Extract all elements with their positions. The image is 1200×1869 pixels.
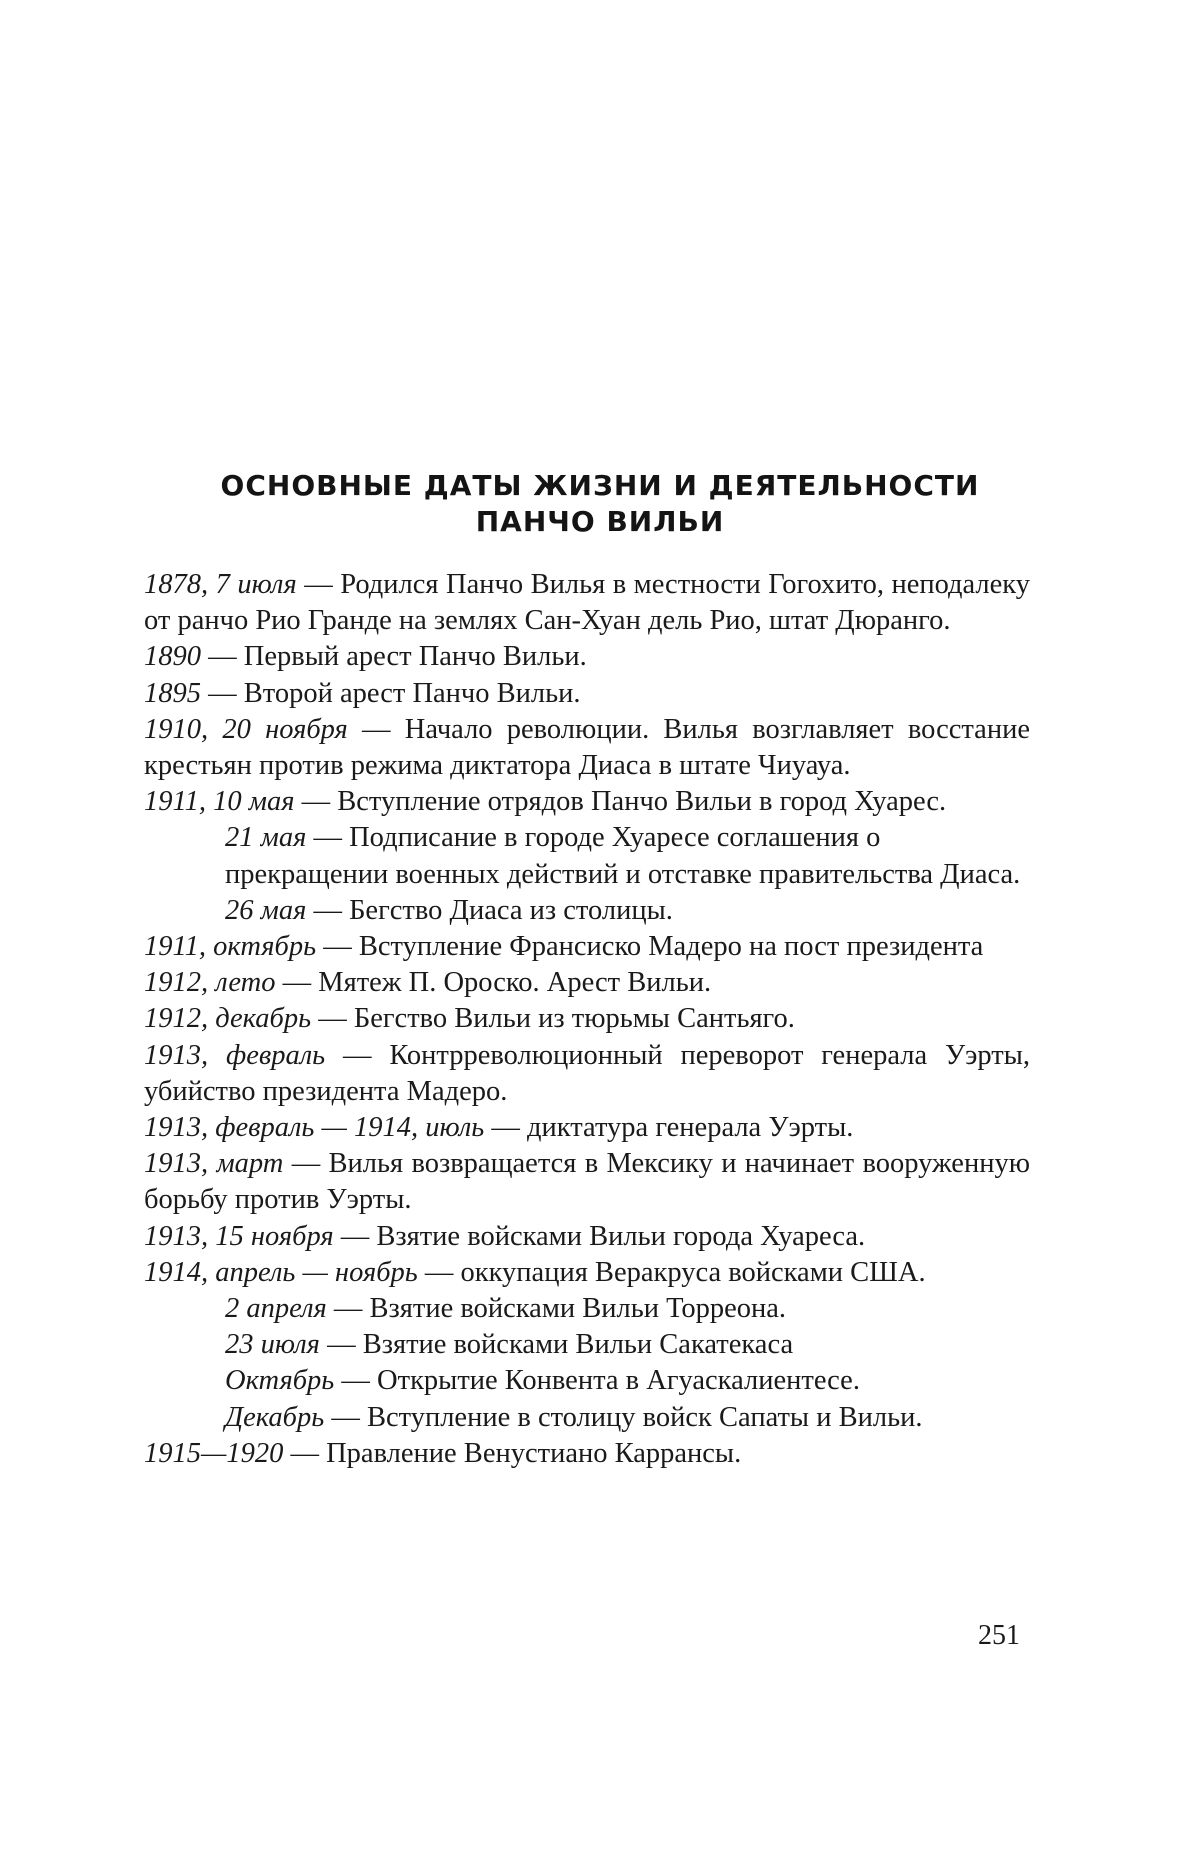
entry-text: — Вступление Франсиско Мадеро на пост президента: [316, 931, 984, 963]
entry-text: — диктатура генерала Уэрты.: [484, 1112, 854, 1144]
entry-date: 1912, лето: [144, 967, 276, 999]
entry-text: — Взятие войсками Вильи города Хуареса.: [333, 1220, 866, 1252]
entry-text: — Вилья возвращается в Мексику и начинает вооруженную борьбу против Уэрты.: [144, 1148, 1030, 1216]
entry-text: — Первый арест Панчо Вильи.: [201, 641, 587, 673]
chronology-entry: [144, 639, 1030, 675]
chapter-title-line-2: ПАНЧО ВИЛЬИ: [475, 505, 725, 538]
chronology-entry: [144, 1146, 1030, 1218]
chronology-entry: [144, 1110, 1030, 1146]
entry-date: 1913, 15 ноября: [144, 1220, 334, 1252]
entry-text: — Вступление в столицу войск Сапаты и Вильи.: [324, 1401, 923, 1433]
chronology-entry: [144, 1255, 1030, 1291]
chronology-entry: [144, 1219, 1030, 1255]
entry-date: 1911, 10 мая: [144, 786, 295, 818]
entry-date: 1911, октябрь: [144, 931, 317, 963]
entry-date: 1913, февраль — 1914, июль: [144, 1112, 485, 1144]
chronology-entry: [144, 965, 1030, 1001]
chronology-entry: [144, 1001, 1030, 1037]
entry-text: — Начало революции. Вилья возглавляет восстание крестьян против режима диктатора Диаса в штате Чиуауа.: [144, 713, 1030, 782]
entry-date: 21 мая: [225, 822, 307, 854]
chronology-entry: [144, 1400, 1030, 1436]
chronology-entry: [144, 1038, 1030, 1110]
entry-date: 1913, март: [144, 1148, 284, 1180]
entry-date: 1890: [144, 641, 201, 673]
chronology-entry: [144, 1327, 1030, 1363]
entry-text: — Контрреволюционный переворот генерала Уэрты, убийство президента Мадеро.: [144, 1039, 1030, 1107]
chronology-list: [144, 567, 1030, 1472]
entry-date: 1895: [144, 677, 201, 709]
entry-text: — Мятеж П. Ороско. Арест Вильи.: [275, 967, 712, 999]
page-number: 251: [978, 1620, 1020, 1651]
entry-text: — Бегство Вильи из тюрьмы Сантьяго.: [311, 1003, 795, 1035]
entry-text: — Бегство Диаса из столицы.: [306, 894, 673, 926]
entry-date: 1910, 20 ноября: [144, 713, 348, 745]
entry-date: 1914, апрель — ноябрь: [144, 1256, 418, 1288]
entry-text: — Вступление отрядов Панчо Вильи в город Хуарес.: [294, 786, 947, 818]
entry-date: Октябрь: [225, 1365, 335, 1397]
chronology-entry: [144, 893, 1030, 929]
entry-date: 1878, 7 июля: [144, 569, 297, 600]
chronology-entry: [144, 1291, 1030, 1327]
chronology-entry: [144, 929, 1030, 965]
chronology-entry: [144, 567, 1030, 639]
entry-text: — Открытие Конвента в Агуаскалиентесе.: [334, 1365, 860, 1397]
entry-date: 2 апреля: [225, 1293, 327, 1325]
entry-text: — Правление Венустиано Каррансы.: [283, 1437, 742, 1469]
entry-date: 1912, декабрь: [144, 1003, 312, 1035]
entry-text: — Второй арест Панчо Вильи.: [201, 677, 581, 709]
entry-text: — Родился Панчо Вилья в местности Гогохито, неподалеку от ранчо Рио Гранде на землях Сан-Хуан дель Рио, штат Дюранго.: [144, 569, 1030, 637]
entry-text: — оккупация Веракруса войсками США.: [417, 1256, 926, 1288]
entry-text: — Взятие войсками Вильи Сакатекаса: [319, 1329, 794, 1361]
chronology-entry: [144, 784, 1030, 820]
entry-date: 1915—1920: [144, 1437, 284, 1469]
entry-date: 23 июля: [225, 1329, 320, 1361]
entry-date: Декабрь: [225, 1401, 325, 1433]
entry-date: 26 мая: [225, 894, 307, 926]
entry-text: — Подписание в городе Хуаресе соглашения о прекращении военных действий и отставке правительства Диаса.: [225, 822, 1021, 890]
entry-date: 1913, февраль: [144, 1039, 326, 1071]
chronology-entry: [144, 1363, 1030, 1399]
chronology-entry: [144, 820, 1030, 892]
chronology-entry: [144, 676, 1030, 712]
chapter-title: [0, 468, 1200, 540]
chronology-entry: [144, 1436, 1030, 1472]
chronology-entry: [144, 712, 1030, 784]
entry-text: — Взятие войсками Вильи Торреона.: [326, 1293, 787, 1325]
chapter-title-line-1: ОСНОВНЫЕ ДАТЫ ЖИЗНИ И ДЕЯТЕЛЬНОСТИ: [220, 469, 980, 502]
